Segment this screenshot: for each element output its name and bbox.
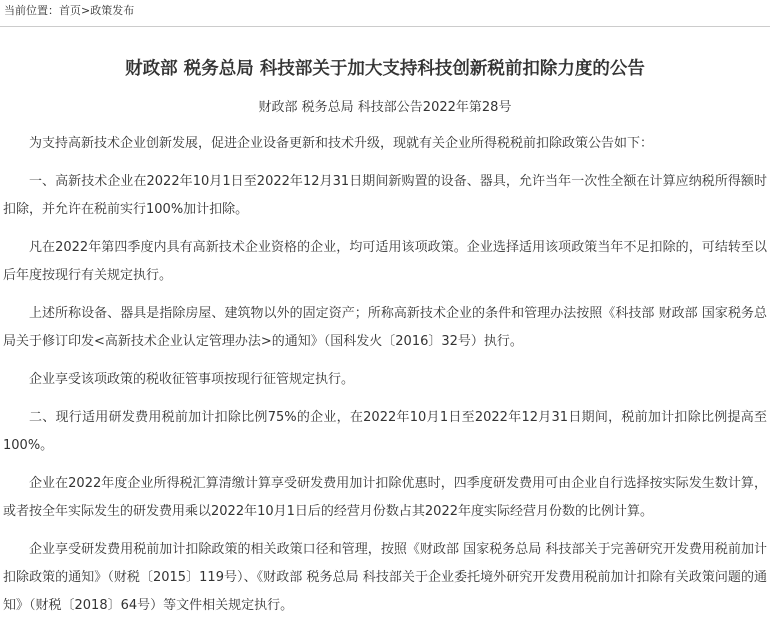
breadcrumb-label: 当前位置： <box>4 4 59 17</box>
article-body <box>3 130 767 630</box>
article-paragraph: 一、高新技术企业在2022年10月1日至2022年12月31日期间新购置的设备、器具，允许当年一次性全额在计算应纳税所得额时扣除，并允许在税前实行100%加计扣除。 <box>3 174 767 217</box>
header-divider <box>0 26 770 27</box>
article-paragraph: 二、现行适用研发费用税前加计扣除比例75%的企业，在2022年10月1日至2022年12月31日期间，税前加计扣除比例提高至100%。 <box>3 410 767 453</box>
breadcrumb-home-link[interactable]: 首页 <box>59 4 81 17</box>
article-paragraph: 企业在2022年度企业所得税汇算清缴计算享受研发费用加计扣除优惠时，四季度研发费用可由企业自行选择按实际发生数计算，或者按全年实际发生的研发费用乘以2022年10月1日后的经营月份数占其2022年度实际经营月份数的比例计算。 <box>3 476 767 519</box>
article-paragraph: 为支持高新技术企业创新发展，促进企业设备更新和技术升级，现就有关企业所得税税前扣除政策公告如下： <box>29 136 654 151</box>
article-paragraph: 凡在2022年第四季度内具有高新技术企业资格的企业，均可适用该项政策。企业选择适用该项政策当年不足扣除的，可结转至以后年度按现行有关规定执行。 <box>3 240 767 283</box>
article-paragraph: 企业享受该项政策的税收征管事项按现行征管规定执行。 <box>29 372 355 387</box>
breadcrumb-section-link[interactable]: 政策发布 <box>90 4 135 17</box>
article-title: 财政部 税务总局 科技部关于加大支持科技创新税前扣除力度的公告 <box>125 59 645 79</box>
article-paragraph: 上述所称设备、器具是指除房屋、建筑物以外的固定资产；所称高新技术企业的条件和管理办法按照《科技部 财政部 国家税务总局关于修订印发<高新技术企业认定管理办法>的通知》（国科发火〔2016〕32号）执行。 <box>3 306 767 349</box>
document-number: 财政部 税务总局 科技部公告2022年第28号 <box>258 100 512 115</box>
breadcrumb-separator: > <box>81 4 91 17</box>
breadcrumb <box>4 4 134 18</box>
article-paragraph: 企业享受研发费用税前加计扣除政策的相关政策口径和管理，按照《财政部 国家税务总局 科技部关于完善研究开发费用税前加计扣除政策的通知》（财税〔2015〕119号）、《财政部 税务总局 科技部关于企业委托境外研究开发费用税前加计扣除有关政策问题的通知》（财税〔2018〕64号）等文件相关规定执行。 <box>3 542 767 613</box>
